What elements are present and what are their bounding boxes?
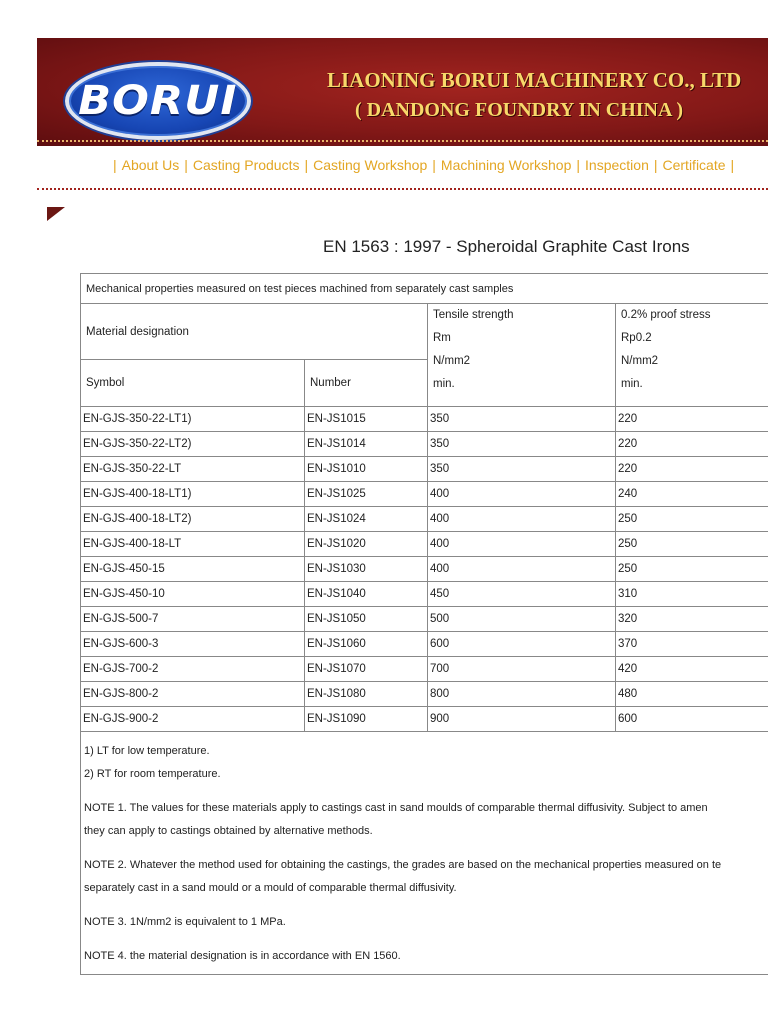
nav-separator: |: [113, 157, 117, 173]
cell-proof: 370: [616, 632, 768, 657]
tensile-strength-header: [428, 304, 616, 407]
top-nav: [108, 157, 739, 173]
cell-tensile: 350: [428, 432, 616, 457]
cell-symbol: EN-GJS-350-22-LT: [81, 457, 305, 482]
material-designation-header: Material designation: [81, 304, 428, 360]
table-row: [81, 557, 768, 582]
proof-header-line: N/mm2: [621, 355, 659, 367]
cell-tensile: 500: [428, 607, 616, 632]
cell-tensile: 400: [428, 532, 616, 557]
table-row: [81, 632, 768, 657]
table-body: [81, 274, 768, 975]
cell-symbol: EN-GJS-500-7: [81, 607, 305, 632]
tensile-header-line: N/mm2: [433, 355, 471, 367]
nav-link-inspection[interactable]: Inspection: [585, 157, 649, 173]
cell-number: EN-JS1015: [305, 407, 428, 432]
header-dotted-divider: [37, 140, 768, 142]
cell-number: EN-JS1060: [305, 632, 428, 657]
cell-tensile: 700: [428, 657, 616, 682]
note-1-line-2: they can apply to castings obtained by alternative methods.: [84, 825, 373, 837]
table-row: [81, 407, 768, 432]
nav-link-about-us[interactable]: About Us: [121, 157, 180, 173]
properties-table: [80, 273, 768, 975]
cell-tensile: 350: [428, 457, 616, 482]
table-notes: [81, 732, 768, 975]
cell-symbol: EN-GJS-400-18-LT: [81, 532, 305, 557]
nav-link-certificate[interactable]: Certificate: [662, 157, 726, 173]
nav-link-casting-workshop[interactable]: Casting Workshop: [313, 157, 428, 173]
table-row: [81, 657, 768, 682]
table-row: [81, 707, 768, 732]
cell-number: EN-JS1050: [305, 607, 428, 632]
company-name: LIAONING BORUI MACHINERY CO., LTD: [327, 68, 742, 92]
nav-separator: |: [730, 157, 735, 173]
proof-header-line: Rp0.2: [621, 332, 652, 344]
cell-proof: 240: [616, 482, 768, 507]
table-row: [81, 607, 768, 632]
note-2-line-2: separately cast in a sand mould or a mould of comparable thermal diffusivity.: [84, 882, 457, 894]
cell-symbol: EN-GJS-800-2: [81, 682, 305, 707]
cell-tensile: 450: [428, 582, 616, 607]
table-row: [81, 582, 768, 607]
nav-dotted-divider: [37, 188, 768, 190]
proof-stress-header: [616, 304, 768, 407]
cell-proof: 250: [616, 532, 768, 557]
cell-proof: 480: [616, 682, 768, 707]
cell-tensile: 600: [428, 632, 616, 657]
nav-separator: |: [184, 157, 188, 173]
notes-row: [81, 732, 768, 975]
site-header: [37, 38, 768, 146]
cell-proof: 220: [616, 457, 768, 482]
table-caption-row: [81, 274, 768, 304]
cell-number: EN-JS1025: [305, 482, 428, 507]
nav-separator: |: [304, 157, 309, 173]
cell-proof: 600: [616, 707, 768, 732]
cell-proof: 250: [616, 507, 768, 532]
cell-symbol: EN-GJS-400-18-LT2): [81, 507, 305, 532]
cell-symbol: EN-GJS-450-10: [81, 582, 305, 607]
tensile-header-line: min.: [433, 378, 455, 390]
borui-logo[interactable]: [65, 62, 251, 140]
table-row: [81, 507, 768, 532]
cell-proof: 420: [616, 657, 768, 682]
note-4: NOTE 4. the material designation is in accordance with EN 1560.: [84, 950, 401, 962]
tensile-header-line: Tensile strength: [433, 309, 514, 321]
table-row: [81, 682, 768, 707]
logo-text: BORUI: [78, 78, 238, 124]
cell-number: EN-JS1010: [305, 457, 428, 482]
cell-tensile: 400: [428, 507, 616, 532]
nav-link-casting-products[interactable]: Casting Products: [192, 157, 300, 173]
corner-triangle-icon: [47, 207, 65, 221]
nav-separator: |: [576, 157, 581, 173]
cell-tensile: 400: [428, 482, 616, 507]
note-2-line-1: NOTE 2. Whatever the method used for obtaining the castings, the grades are based on the mechanical properties measured on te: [84, 859, 722, 871]
cell-proof: 320: [616, 607, 768, 632]
table-caption: Mechanical properties measured on test pieces machined from separately cast samples: [81, 274, 768, 304]
cell-proof: 310: [616, 582, 768, 607]
cell-proof: 220: [616, 432, 768, 457]
nav-link-machining-workshop[interactable]: Machining Workshop: [440, 157, 572, 173]
cell-number: EN-JS1090: [305, 707, 428, 732]
company-subtitle: ( DANDONG FOUNDRY IN CHINA ): [355, 99, 683, 121]
table-row: [81, 532, 768, 557]
nav-separator: |: [653, 157, 658, 173]
page-title: EN 1563 : 1997 - Spheroidal Graphite Cast Irons: [323, 237, 690, 256]
note-rt: 2) RT for room temperature.: [84, 768, 221, 780]
table-row: [81, 432, 768, 457]
cell-symbol: EN-GJS-900-2: [81, 707, 305, 732]
cell-tensile: 900: [428, 707, 616, 732]
cell-symbol: EN-GJS-700-2: [81, 657, 305, 682]
cell-number: EN-JS1020: [305, 532, 428, 557]
cell-number: EN-JS1040: [305, 582, 428, 607]
note-3: NOTE 3. 1N/mm2 is equivalent to 1 MPa.: [84, 916, 286, 928]
cell-tensile: 800: [428, 682, 616, 707]
cell-number: EN-JS1080: [305, 682, 428, 707]
proof-header-line: 0.2% proof stress: [621, 309, 711, 321]
tensile-header-line: Rm: [433, 332, 451, 344]
cell-symbol: EN-GJS-350-22-LT2): [81, 432, 305, 457]
proof-header-line: min.: [621, 378, 643, 390]
cell-symbol: EN-GJS-600-3: [81, 632, 305, 657]
cell-symbol: EN-GJS-400-18-LT1): [81, 482, 305, 507]
table-row: [81, 457, 768, 482]
table-header-row: [81, 304, 768, 360]
note-1-line-1: NOTE 1. The values for these materials apply to castings cast in sand moulds of comparable thermal diffusivity. Subject to amen: [84, 802, 708, 814]
cell-symbol: EN-GJS-350-22-LT1): [81, 407, 305, 432]
cell-proof: 220: [616, 407, 768, 432]
cell-number: EN-JS1024: [305, 507, 428, 532]
table-row: [81, 482, 768, 507]
cell-number: EN-JS1030: [305, 557, 428, 582]
note-lt: 1) LT for low temperature.: [84, 745, 210, 757]
cell-tensile: 350: [428, 407, 616, 432]
cell-number: EN-JS1070: [305, 657, 428, 682]
number-header: Number: [305, 360, 428, 407]
cell-symbol: EN-GJS-450-15: [81, 557, 305, 582]
symbol-header: Symbol: [81, 360, 305, 407]
cell-proof: 250: [616, 557, 768, 582]
cell-tensile: 400: [428, 557, 616, 582]
cell-number: EN-JS1014: [305, 432, 428, 457]
nav-separator: |: [432, 157, 436, 173]
